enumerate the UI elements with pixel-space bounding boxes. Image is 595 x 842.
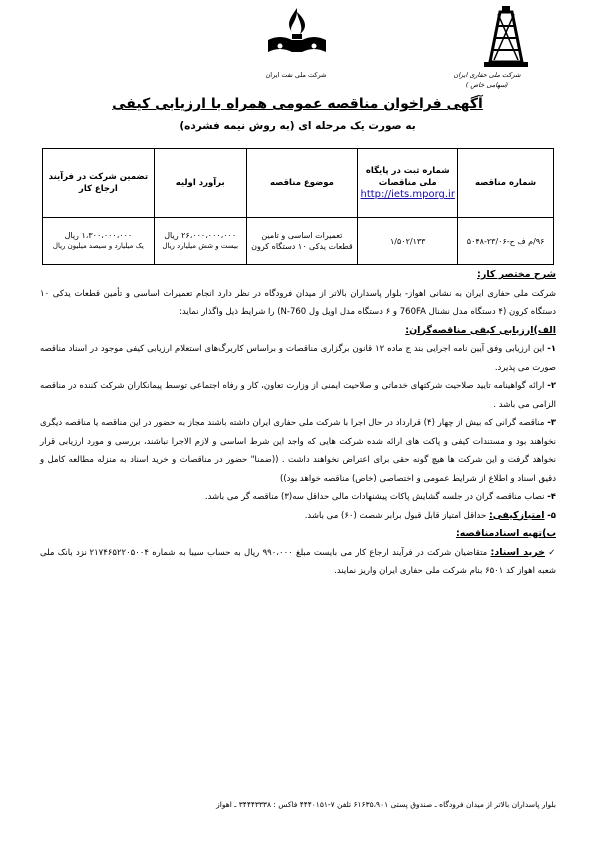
cell-number: ۹۶/م ف ح-۲۳/۰۶-۵۰۴۸ xyxy=(458,218,554,265)
quality-heading: الف)ارزیابی کیفی مناقصه‌گران: xyxy=(405,324,556,336)
summary-text: شرکت ملی حفاری ایران به نشانی اهواز- بلوار پاسداران بالاتر از میدان فرودگاه در نظر دارد انجام تعمیرات اساسی و تأمین قطعات یدکی ۱۰ دستگاه کرون (۴ دستگاه مدل نشنال 760FA و ۶ دستگاه مدل اویل ول N-760) را شرایط ذیل واگذار نماید: xyxy=(40,288,556,317)
cell-estimate: ۲۶،۰۰۰،۰۰۰،۰۰۰ ریال بیست و شش میلیارد ریال xyxy=(154,218,246,265)
cell-registration: ۱/۵۰۲/۱۳۳ xyxy=(358,218,458,265)
col-header-guarantee: تضمین شرکت در فرآیند ارجاع کار xyxy=(43,149,155,218)
notice-title: آگهی فراخوان مناقصه عمومی همراه با ارزیابی کیفی xyxy=(112,96,483,112)
purchase-item: ✓ خرید اسناد: متقاضیان شرکت در فرآیند ارجاع کار می بایست مبلغ ۹۹۰،۰۰۰ ریال به حساب سیبا به شماره ۲۱۷۴۶۵۲۲۰۵۰۰۴ نزد بانک ملی شعبه اهواز کد ۶۵۰۱ بنام شرکت ملی حفاری ایران واریز نمایند. xyxy=(40,546,557,576)
notice-body xyxy=(40,266,556,581)
list-item: ۳- مناقصه گرانی که بیش از چهار (۴) قرارداد در حال اجرا با شرکت ملی حفاری ایران داشته باشند مجاز به حضور در این مناقصه یا مناقصه دیگری نخواهند بود و مستندات کیفی و پاکت های ارائه شده شرکت هایی که واجد این شرط اساسی و لازم الاجرا نباشند، بررسی و مورد ارزیابی قرار نخواهد گرفت و این شرکت ها هیچ گونه حقی برای اعتراض نخواهند داشت . ((ضمنا" حضور در مناقصات و خرید اسناد به منزله مطالعه کامل و دقیق اسناد و اطلاع از شرایط عمومی و اختصاصی (خاص) مناقصه خواهد بود)) xyxy=(40,418,556,484)
col-header-subject: موضوع مناقصه xyxy=(246,149,358,218)
checkmark-icon: ✓ xyxy=(548,547,557,558)
col-header-number: شماره مناقصه xyxy=(458,149,554,218)
table-header-row xyxy=(43,149,554,218)
notice-subtitle: به صورت یک مرحله ای (به روش نیمه فشرده) xyxy=(179,120,416,132)
tender-table xyxy=(42,148,554,265)
footer-address: بلوار پاسداران بالاتر از میدان فرودگاه ـ صندوق پستی ۶۱۶۳۵،۹۰۱ تلفن ۷-۴۴۴۰۱۵۱ فاکس : ۳۴۴۴۳۳۳۸ ـ اهواز xyxy=(216,800,556,809)
docs-heading: ب)تهیه اسنادمناقصه: xyxy=(455,528,556,539)
list-item: ۵- امتیازکیفی: حداقل امتیاز قابل قبول برابر شصت (۶۰) می باشد. xyxy=(304,509,556,521)
table-row xyxy=(43,218,554,265)
list-item: ۱- این ارزیابی وفق آیین نامه اجرایی بند ج ماده ۱۲ قانون برگزاری مناقصات و براساس کاربرگ‌های استعلام ارزیابی کیفی موجود در اسناد مناقصه صورت می پذیرد. xyxy=(40,344,557,373)
col-header-estimate: برآورد اولیه xyxy=(154,149,246,218)
nioc-logo-icon xyxy=(262,6,332,56)
list-item: ۲- ارائه گواهینامه تایید صلاحیت شرکتهای خدماتی و صلاحیت ایمنی از وزارت تعاون، کار و رفاه اجتماعی توسط پیمانکاران شرکت کننده در مناقصه الزامی می باشد . xyxy=(40,381,557,410)
drilling-rig-logo-icon xyxy=(478,4,534,68)
summary-heading: شرح مختصر کار: xyxy=(477,269,556,280)
nioc-caption: شرکت ملی نفت ایران xyxy=(265,71,327,79)
cell-subject: تعمیرات اساسی و تامین قطعات یدکی ۱۰ دستگاه کرون xyxy=(246,218,358,265)
iets-link[interactable]: http://iets.mporg.ir xyxy=(360,189,455,200)
company-caption: شرکت ملی حفاری ایران (سهامی خاص ) xyxy=(453,71,521,89)
list-item: ۴- نصاب مناقصه گران در جلسه گشایش پاکات پیشنهادات مالی حداقل سه(۳) مناقصه گر می باشد. xyxy=(204,492,556,502)
cell-guarantee: ۱،۳۰۰،۰۰۰،۰۰۰ ریال یک میلیارد و سیصد میلیون ریال xyxy=(43,218,155,265)
col-header-registration: شماره ثبت در پایگاه ملی مناقصات http://iets.mporg.ir xyxy=(358,149,458,218)
